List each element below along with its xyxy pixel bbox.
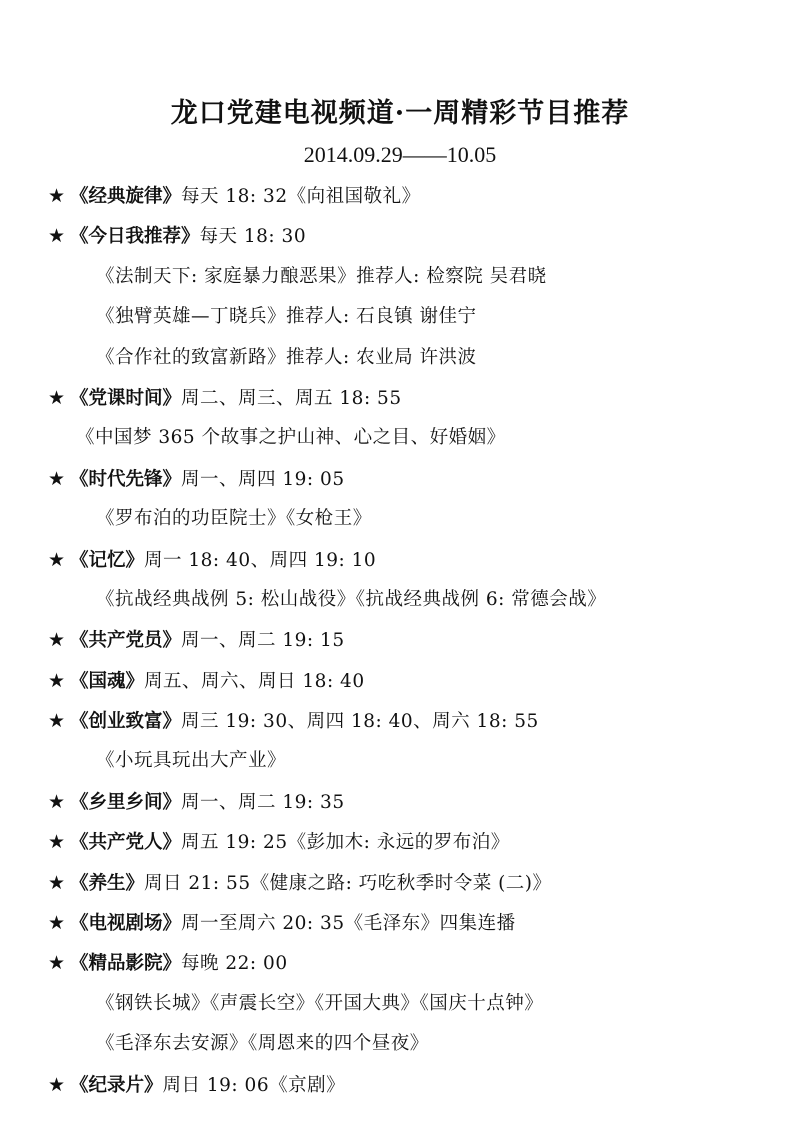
star-icon: ★: [48, 790, 66, 813]
program-name: 《精品影院》: [70, 953, 182, 975]
program-schedule-text: 每晚 22: 00: [181, 953, 288, 975]
star-icon: ★: [48, 467, 66, 490]
program-schedule-text: 每天 18: 30: [199, 226, 307, 248]
program-name: 《乡里乡间》: [70, 791, 182, 813]
program-item: [0, 216, 800, 256]
program-name: 《共产党员》: [70, 630, 182, 652]
program-detail-text: 《合作社的致富新路》推荐人: 农业局 许洪波: [96, 346, 477, 368]
program-detail-text: 《抗战经典战例 5: 松山战役》《抗战经典战例 6: 常德会战》: [96, 588, 607, 610]
star-icon: ★: [48, 831, 66, 854]
program-schedule-text: 周一至周六 20: 35《毛泽东》四集连播: [181, 913, 516, 935]
program-schedule-text: 周一 18: 40、周四 19: 10: [144, 549, 377, 571]
program-schedule-text: 周一、周四 19: 05: [181, 468, 345, 490]
program-detail-text: 《小玩具玩出大产业》: [96, 750, 287, 772]
star-icon: ★: [48, 185, 66, 207]
program-schedule-text: 周五、周六、周日 18: 40: [144, 670, 365, 692]
program-schedule-text: 周三 19: 30、周四 18: 40、周六 18: 55: [181, 711, 539, 733]
program-name: 《时代先锋》: [70, 468, 182, 490]
program-item: [0, 822, 800, 862]
program-item: [0, 378, 800, 418]
program-name: 《养生》: [70, 872, 145, 894]
program-detail: [0, 1024, 800, 1064]
star-icon: ★: [48, 629, 66, 652]
program-detail: [0, 984, 800, 1024]
program-item: [0, 1065, 800, 1105]
program-item: [0, 176, 800, 216]
program-schedule-text: 每天 18: 32《向祖国敬礼》: [181, 186, 421, 207]
program-schedule-text: 周二、周三、周五 18: 55: [181, 387, 402, 409]
star-icon: ★: [48, 225, 66, 248]
program-detail: [0, 580, 800, 620]
program-item: [0, 943, 800, 983]
star-icon: ★: [48, 548, 66, 571]
program-detail: [0, 338, 800, 378]
program-schedule-text: 周一、周二 19: 15: [181, 630, 345, 652]
star-icon: ★: [48, 912, 66, 935]
date-range: 2014.09.29——10.05: [303, 142, 497, 167]
program-item: [0, 661, 800, 701]
program-item: [0, 863, 800, 903]
star-icon: ★: [48, 952, 66, 975]
program-name: 《电视剧场》: [70, 913, 182, 935]
program-name: 《共产党人》: [70, 832, 182, 854]
program-schedule-text: 周一、周二 19: 35: [181, 791, 345, 813]
star-icon: ★: [48, 710, 66, 733]
star-icon: ★: [48, 871, 66, 894]
program-schedule-text: 周日 21: 55《健康之路: 巧吃秋季时令菜 (二)》: [144, 872, 552, 894]
program-name: 《记忆》: [70, 549, 145, 571]
program-schedule-text: 周五 19: 25《彭加木: 永远的罗布泊》: [181, 832, 510, 854]
program-item: [0, 701, 800, 741]
star-icon: ★: [48, 386, 66, 409]
program-name: 《纪录片》: [70, 1074, 163, 1096]
program-schedule-text: 周日 19: 06《京剧》: [162, 1074, 346, 1096]
program-detail-text: 《钢铁长城》《声震长空》《开国大典》《国庆十点钟》: [96, 992, 544, 1014]
program-item: [0, 620, 800, 660]
program-detail: [0, 499, 800, 539]
program-detail: [0, 741, 800, 781]
program-detail: [0, 297, 800, 337]
page-title: 龙口党建电视频道·一周精彩节目推荐: [170, 98, 630, 129]
program-name: 《国魂》: [70, 670, 145, 692]
program-name: 《经典旋律》: [70, 186, 182, 207]
program-detail: [0, 257, 800, 297]
star-icon: ★: [48, 1073, 66, 1096]
program-item: [0, 540, 800, 580]
program-schedule: [0, 176, 800, 1105]
program-name: 《党课时间》: [70, 387, 182, 409]
program-detail-text: 《毛泽东去安源》《周恩来的四个昼夜》: [96, 1033, 429, 1055]
program-detail-text: 《法制天下: 家庭暴力酿恶果》推荐人: 检察院 吴君晓: [96, 265, 547, 287]
program-item: [0, 903, 800, 943]
program-item: [0, 459, 800, 499]
program-detail-text: 《中国梦 365 个故事之护山神、心之目、好婚姻》: [76, 427, 506, 449]
program-name: 《创业致富》: [70, 711, 182, 733]
program-item: [0, 782, 800, 822]
program-detail-text: 《独臂英雄—丁晓兵》推荐人: 石良镇 谢佳宁: [96, 306, 477, 328]
program-detail-text: 《罗布泊的功臣院士》《女枪王》: [96, 508, 372, 530]
star-icon: ★: [48, 669, 66, 692]
program-name: 《今日我推荐》: [70, 226, 200, 248]
program-detail: [0, 418, 800, 458]
